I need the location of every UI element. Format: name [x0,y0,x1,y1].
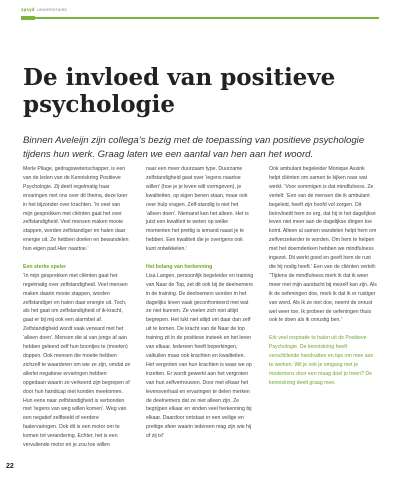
article-title: De invloed van positieve psychologie [23,64,336,118]
column-2-subheading: Het belang van herkenning [146,263,213,270]
article-column-1 [23,165,131,450]
magazine-name: zpsyd [21,7,35,12]
article-column-2 [146,165,254,441]
article-intro: Binnen Aveleijn zijn collega’s bezig met de toepassing van positieve psychologie tijdens hun werk. Graag laten we een aantal van hen aan het woord. [23,135,365,160]
page-number: 22 [6,463,14,470]
column-2-paragraph-1: naar een meer duurzaam type. Duurzame zelfstandigheid gaat over ‘iegens naartoe willen’ (hoe je je leven wilt vormgeven), je kwaliteiten, op eigen benen staan, maar ook over hulp vragen. Zelf-standig is niet het ‘alleen doen’. Niemand kan het alleen. Het is juist een kwaliteit te weten op welke momenten het prettig is iemand naast je te hebben. Een kwaliteit die je overigens ook kunt ontwikkelen.’ [146,166,249,253]
column-3-closing-note: Erk veel inspiratie te halen uit de Positieve Psychologie. De kenniskring heeft verschillende handvatten en tips om mee aan te werken. Wil je ook je omgang met je medemens door een maag doel je treen? De kenniskring deelt graag mee. [269,335,374,386]
column-1-paragraph-2: ‘In mijn gesprekken met cliënten gaat het regelmatig over zelfstandigheid. Veel mensen maken daarin mooie stappen, worden zelfstandiger en halen daar energie uit. Toch, als het gaat om zelfstandigheid of ik-kracht, gaat er bij mij ook een alarmbel af. Zelfstandigheid wordt vaak verward met het ‘alleen doen’. Mensen die al van jongs af aan hebben geleerd zelf hun boontjes te (moeten) doppen. Ook mensen die moeite hebben zichzelf te waarderen om wie ze zijn, omdat ze allerlei negatieve ervaringen hebben opgedaan waarin ze verkeerd zijn begrepen of door hun handicap niet konden meekomen. Hun eens naar zelfstandigheid is verbonden met ‘tegens van weg willen komen’. Weg van een negatief zelfbeeld of eerdere faalervaringen. Ook dit is een motor om te komen tot verandering. Echter, het is een vervuilende motor en je zou toe willen [23,272,131,449]
header-rule [21,17,379,19]
column-3-paragraph-1: Ook ambulant begeleider Monique Assink helpt cliënten om samen te kijken naar wat werkt. ‘Voor sommigen is dat mindfulness. Ze vertelt: ‘Een van de mensen die ik ambulant begeleid, heeft zijn hoofd vol zorgen. Dit beïnvloedt hem zo erg, dat hij in het dagelijkse leven niet meer aan de dagelijkse dingen toe komt. Alleen al samen wandelen helpt hem om zelfverzekerder te worden. Om hem te helpen met het doemdenken hebben we mindfulness ingezet. Dit werkt goed en geeft hem de rust die hij nodig heeft.’ Een van de cliënten vertelt: “Tijdens de mindfulness merk ik dat ik weer meer met mijn aandacht bij mezelf kan zijn. Als ik de oefeningen doe, merk ik dat ik er rustiger van word. Als ik ze niet doe, neemt de onrust wel weer toe. Ik probeer de oefeningen thuis ook te doen als ik onrustig ben.’ [269,166,377,324]
column-2-paragraph-2: Lisa Langen, persoonlijk begeleider en training van Naar de Top, zet dit ook bij de deelnemers in de training. De deelnemers worden in het dagelijks leven vaak geconfronteerd met wat ze niet kunnen. Ze voelen zich niet altijd begrepen. Het lukt niet altijd om daar dan zelf uit te komen. De kracht van de Naar de top training zit in de positieve insteek en het leren van elkaar. Iedereen heeft beperkingen, valkuilen maar ook krachten en kwaliteiten. Het vergroten van hun krachten is waar we op inzetten. Er wordt gewerkt aan het vergroten van hun zelfvertrouwen. Door met elkaar het levensverhaal en ervaringen te delen merken de deelnemers dat ze niet alleen zijn. Ze begrijpen elkaar en vinden veel herkenning bij elkaar. Daardoor ontstaat er een veilige en prettige sfeer waarin iedereen mag zijn wie hij of zij is!’ [146,272,254,440]
page-header [21,7,67,12]
column-1-subheading: Een sterke speler [23,263,66,270]
section-label: UNIVERSITAIRE [37,8,68,12]
header-rule-tick [21,16,35,20]
column-1-paragraph-1: Merle Pilage, gedragswetenschapper, is een van de leden van de Kenniskring Positieve Psychologie. Zij deelt regelmatig haar ervaringen met ons over dit thema, deze keer in het bijzonder over krachten. ‘In veel van mijn gesprekken met cliënten gaat het over zelfstandigheid. Veel mensen maken mooie stappen, worden zelfstandiger en halen daar energie uit. Ze hebben doelen en bewandelen hun eigen pad.Hier naartoe.’ [23,166,129,253]
article-column-3 [269,165,377,388]
